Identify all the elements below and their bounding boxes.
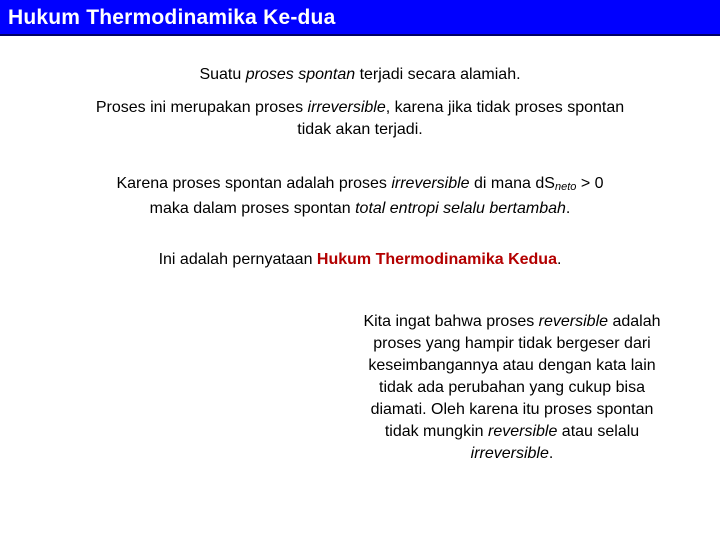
italic-term: reversible xyxy=(487,423,558,440)
text-span: > 0 maka dalam proses spontan xyxy=(149,175,604,217)
subscript-neto xyxy=(555,181,576,193)
italic-term: irreversible xyxy=(391,175,470,192)
text-span: . xyxy=(556,251,562,268)
text-span: . xyxy=(548,445,554,462)
paragraph-irreversible xyxy=(80,97,640,141)
slide-title: Hukum Thermodinamika Ke-dua xyxy=(8,6,336,29)
italic-term: irreversible xyxy=(470,445,549,462)
law-name-highlight: Hukum Thermodinamika Kedua xyxy=(316,251,557,268)
text-span: , karena jika tidak proses spontan tidak akan terjadi. xyxy=(297,99,625,138)
title-bar xyxy=(0,0,720,36)
text-span: Proses ini merupakan proses xyxy=(95,99,308,116)
text-span: . xyxy=(565,200,571,217)
paragraph-reversible-note xyxy=(362,311,662,465)
paragraph-entropy xyxy=(110,173,610,220)
text-span: Karena proses spontan adalah proses xyxy=(116,175,392,192)
italic-term: proses spontan xyxy=(245,66,356,83)
symbol-s: S xyxy=(544,175,555,192)
symbol-d: d xyxy=(535,175,545,192)
italic-term: irreversible xyxy=(307,99,386,116)
text-span: Ini adalah pernyataan xyxy=(158,251,317,268)
text-span: atau selalu xyxy=(557,423,640,440)
italic-term: reversible xyxy=(538,313,609,330)
subscript-text: neto xyxy=(554,181,577,193)
text-span: adalah proses yang hampir tidak bergeser dari keseimbangannya atau dengan kata lain tidak ada perubahan yang cukup bisa diamati. Oleh karena itu proses spontan tidak mungkin xyxy=(368,313,661,440)
italic-term: total entropi selalu bertambah xyxy=(355,200,566,217)
text-span: di mana xyxy=(469,175,536,192)
paragraph-law-statement xyxy=(80,249,640,271)
text-span: terjadi secara alamiah. xyxy=(355,66,521,83)
text-span: Suatu xyxy=(199,66,246,83)
text-span: Kita ingat bahwa proses xyxy=(363,313,539,330)
paragraph-spontaneous-process xyxy=(100,64,620,86)
